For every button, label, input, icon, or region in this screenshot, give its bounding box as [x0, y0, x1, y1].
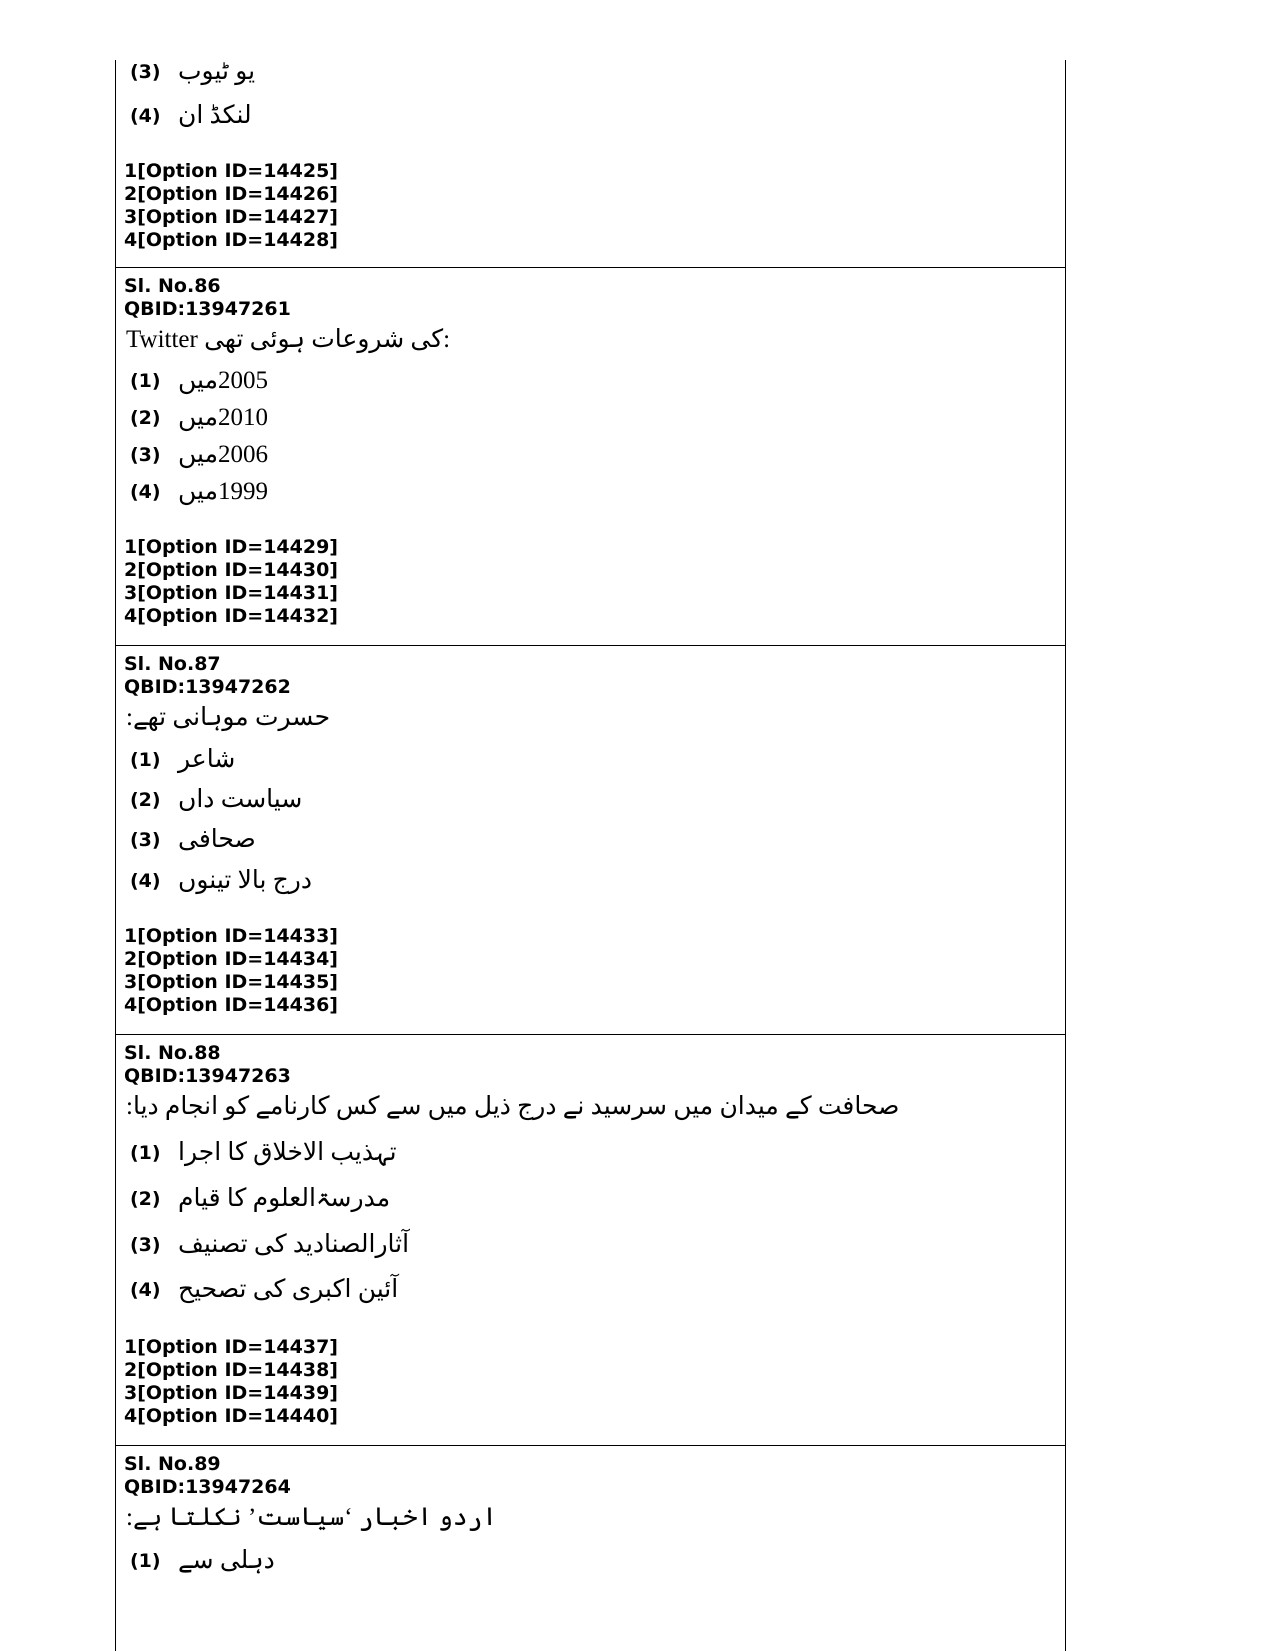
option-row: [130, 1544, 275, 1578]
option-number: (4): [130, 481, 161, 503]
option-number: (1): [130, 370, 161, 392]
question-block-86: [116, 268, 1065, 646]
option-text: مدرسۃالعلوم کا قیام: [178, 1185, 391, 1212]
serial-number: Sl. No.86: [124, 275, 221, 297]
serial-number: Sl. No.89: [124, 1453, 221, 1475]
qbid: QBID:13947262: [124, 676, 291, 698]
option-id: 3[Option ID=14427]: [124, 206, 338, 228]
question-block-87: [116, 646, 1065, 1035]
qbid: QBID:13947261: [124, 298, 291, 320]
option-id: 4[Option ID=14432]: [124, 605, 338, 627]
option-id: 1[Option ID=14429]: [124, 536, 338, 558]
option-text: تہذیب الاخلاق کا اجرا: [178, 1139, 397, 1166]
option-id: 3[Option ID=14439]: [124, 1382, 338, 1404]
option-number: (1): [130, 749, 161, 771]
option-id: 3[Option ID=14435]: [124, 971, 338, 993]
option-number: (2): [130, 1188, 161, 1210]
option-number: (3): [130, 444, 161, 466]
option-row: [130, 743, 235, 777]
question-text: اردو اخبار ‘سیاست’ نکلتا ہے:: [126, 1504, 497, 1531]
option-text: آثارالصنادید کی تصنیف: [178, 1231, 410, 1258]
serial-number: Sl. No.87: [124, 653, 221, 675]
option-row: [130, 1273, 398, 1307]
option-row: [130, 401, 268, 435]
option-number: (3): [130, 829, 161, 851]
option-row: [130, 783, 302, 817]
question-block-88: [116, 1035, 1065, 1446]
option-text: صحافی: [178, 826, 256, 853]
option-number: (3): [130, 1234, 161, 1256]
option-number: (2): [130, 407, 161, 429]
option-number: (4): [130, 105, 161, 127]
qbid: QBID:13947263: [124, 1065, 291, 1087]
option-id: 2[Option ID=14426]: [124, 183, 338, 205]
qbid: QBID:13947264: [124, 1476, 291, 1498]
option-id: 4[Option ID=14440]: [124, 1405, 338, 1427]
option-row: [130, 475, 268, 509]
option-number: (3): [130, 61, 161, 83]
question-text: Twitter کی شروعات ہوئی تھی:: [126, 326, 451, 353]
option-text: دہلی سے: [178, 1547, 275, 1574]
option-row: [130, 1228, 409, 1262]
option-id: 2[Option ID=14434]: [124, 948, 338, 970]
option-number: (4): [130, 1279, 161, 1301]
option-id: 4[Option ID=14428]: [124, 229, 338, 251]
question-block-prev: [116, 60, 1065, 268]
option-row: [130, 55, 255, 89]
option-row: [130, 99, 252, 133]
option-row: [130, 864, 312, 898]
option-row: [130, 1136, 397, 1170]
option-text: 2005میں: [178, 367, 268, 394]
option-id: 1[Option ID=14433]: [124, 925, 338, 947]
option-ids: [124, 536, 338, 628]
option-id: 3[Option ID=14431]: [124, 582, 338, 604]
option-ids: [124, 1336, 338, 1428]
question-block-89: [116, 1446, 1065, 1651]
option-text: 2006میں: [178, 441, 268, 468]
option-text: درج بالا تینوں: [178, 867, 312, 894]
option-id: 1[Option ID=14425]: [124, 160, 338, 182]
option-id: 2[Option ID=14438]: [124, 1359, 338, 1381]
option-text: 2010میں: [178, 404, 268, 431]
option-ids: [124, 160, 338, 252]
option-ids: [124, 925, 338, 1017]
option-id: 1[Option ID=14437]: [124, 1336, 338, 1358]
option-number: (2): [130, 789, 161, 811]
option-text: لنکڈ ان: [178, 102, 252, 129]
option-number: (1): [130, 1142, 161, 1164]
option-number: (1): [130, 1550, 161, 1572]
option-id: 2[Option ID=14430]: [124, 559, 338, 581]
question-text: صحافت کے میدان میں سرسید نے درج ذیل میں سے کس کارنامے کو انجام دیا:: [126, 1093, 900, 1120]
question-sheet: [115, 60, 1066, 1651]
option-row: [130, 823, 256, 857]
question-text: حسرت موہانی تھے:: [126, 704, 331, 731]
option-text: شاعر: [178, 746, 236, 773]
option-text: یو ٹیوب: [178, 58, 256, 85]
option-row: [130, 438, 268, 472]
option-text: سیاست داں: [178, 786, 303, 813]
option-number: (4): [130, 870, 161, 892]
option-text: 1999میں: [178, 478, 268, 505]
option-text: آئین اکبری کی تصحیح: [178, 1276, 399, 1303]
serial-number: Sl. No.88: [124, 1042, 221, 1064]
option-row: [130, 1182, 390, 1216]
option-row: [130, 364, 268, 398]
option-id: 4[Option ID=14436]: [124, 994, 338, 1016]
